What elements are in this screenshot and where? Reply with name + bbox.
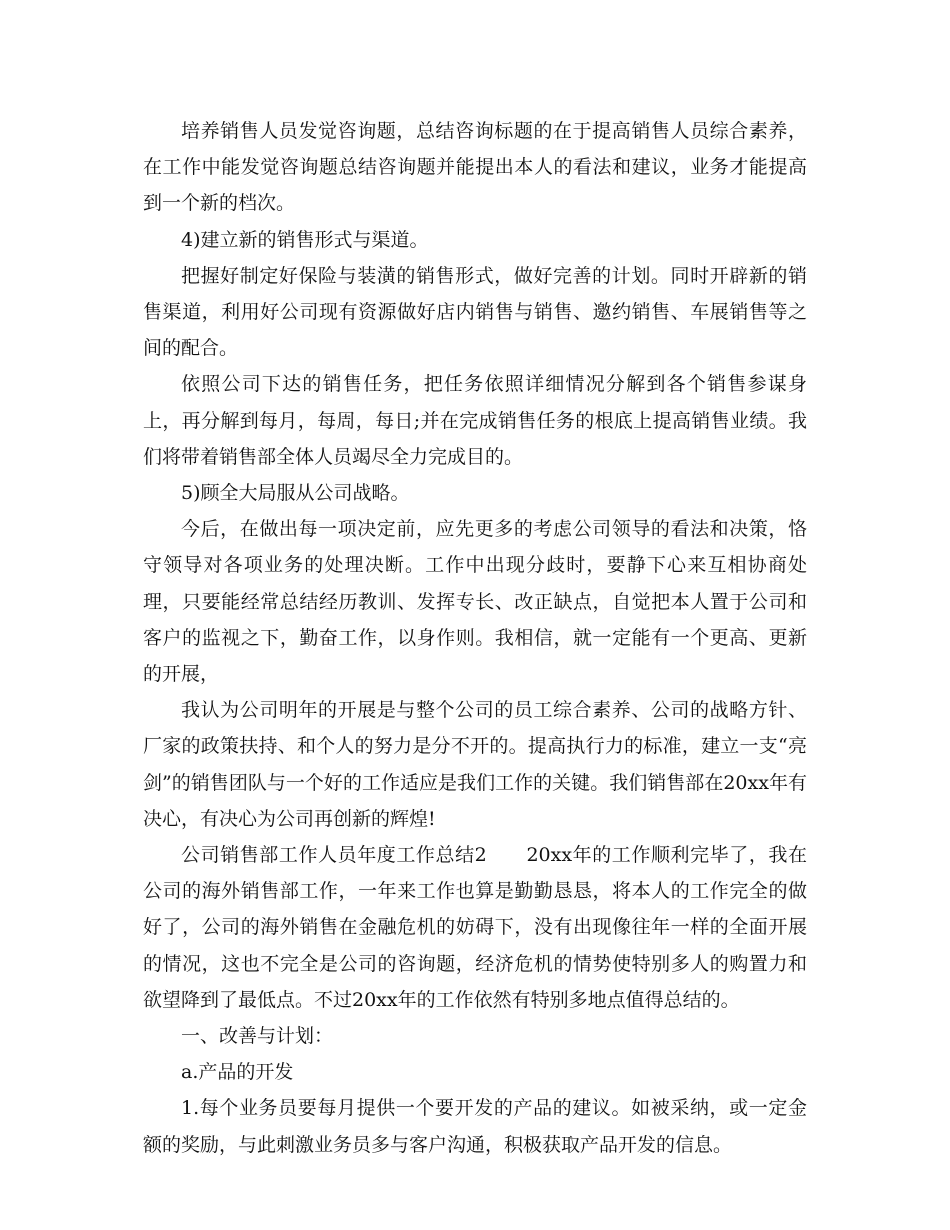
paragraph-1: 培养销售人员发觉咨询题，总结咨询标题的在于提高销售人员综合素养，在工作中能发觉咨询题总结咨询题并能提出本人的看法和建议，业务才能提高到一个新的档次。	[143, 120, 807, 215]
paragraph-10: a.产品的开发	[181, 1061, 294, 1084]
paragraph-6: 今后，在做出每一项决定前，应先更多的考虑公司领导的看法和决策，恪守领导对各项业务的处理决断。工作中出现分歧时，要静下心来互相协商处理，只要能经常总结经历教训、发挥专长、改正缺点，自觉把本人置于公司和客户的监视之下，勤奋工作，以身作则。我相信，就一定能有一个更高、更新的开展，	[143, 518, 807, 686]
paragraph-8: 公司销售部工作人员年度工作总结2 20xx年的工作顺利完毕了，我在公司的海外销售部工作，一年来工作也算是勤勤恳恳，将本人的工作完全的做好了，公司的海外销售在金融危机的妨碍下，没有出现像往年一样的全面开展的情况，这也不完全是公司的咨询题，经济危机的情势使特别多人的购置力和欲望降到了最低点。不过20xx年的工作依然有特别多地点值得总结的。	[143, 844, 807, 1011]
document-body	[143, 113, 807, 1163]
paragraph-7: 我认为公司明年的开展是与整个公司的员工综合素养、公司的战略方针、厂家的政策扶持、和个人的努力是分不开的。提高执行力的标准，建立一支“亮剑”的销售团队与一个好的工作适应是我们工作的关键。我们销售部在20xx年有决心，有决心为公司再创新的辉煌!	[143, 699, 807, 830]
paragraph-5: 5)顾全大局服从公司战略。	[181, 482, 410, 505]
paragraph-11: 1.每个业务员要每月提供一个要开发的产品的建议。如被采纳，或一定金额的奖励，与此刺激业务员多与客户沟通，积极获取产品开发的信息。	[143, 1097, 807, 1156]
paragraph-9: 一、改善与计划：	[181, 1025, 334, 1048]
paragraph-3: 把握好制定好保险与装潢的销售形式，做好完善的计划。同时开辟新的销售渠道，利用好公司现有资源做好店内销售与销售、邀约销售、车展销售等之间的配合。	[143, 264, 807, 360]
paragraph-4: 依照公司下达的销售任务，把任务依照详细情况分解到各个销售参谋身上，再分解到每月，每周，每日;并在完成销售任务的根底上提高销售业绩。我们将带着销售部全体人员竭尽全力完成目的。	[143, 373, 807, 468]
paragraph-2: 4)建立新的销售形式与渠道。	[181, 228, 429, 251]
